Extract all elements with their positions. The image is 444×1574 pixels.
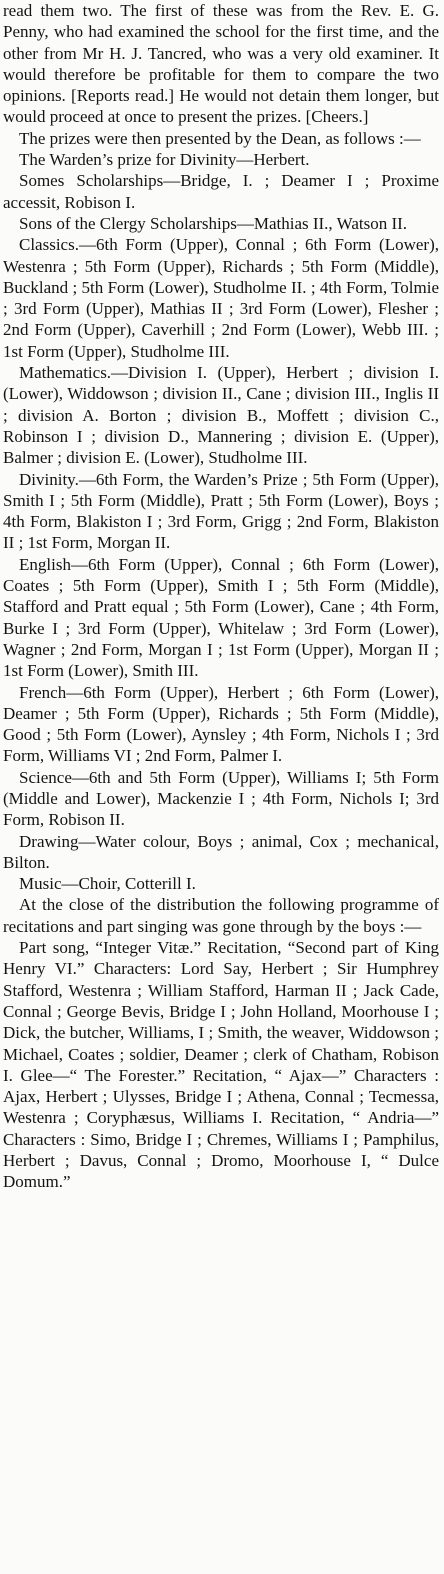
paragraph-divinity: Divinity.—6th Form, the Warden’s Prize ; 5th Form (Upper), Smith I ; 5th Form (Middle), Pratt ; 5th Form (Lower), Boys ; 4th Form, Blakiston I ; 3rd Form, Grigg ; 2nd Form, Blakiston II ; 1st Form, Morgan II. bbox=[3, 469, 439, 553]
paragraph-prizes-intro: The prizes were then presented by the Dean, as follows :— bbox=[19, 128, 421, 148]
paragraph-drawing: Drawing—Water colour, Boys ; animal, Cox ; mechanical, Bilton. bbox=[3, 831, 439, 872]
paragraph-programme: Part song, “Integer Vitæ.” Recitation, “Second part of King Henry VI.” Characters: Lord Say, Herbert ; Sir Humphrey Stafford, Westenra ; William Stafford, Harman II ; Jack Cade, Connal ; George Bevis, Bridge I ; John Holland, Moorhouse I ; Dick, the butcher, Williams, I ; Smith, the weaver, Widdowson ; Michael, Coates ; soldier, Deamer ; clerk of Chatham, Robison I. Glee—“ The Forester.” Recitation, “ Ajax—” Characters : Ajax, Herbert ; Ulysses, Bridge I ; Athena, Connal ; Tecmessa, Westenra ; Coryphæsus, Williams I. Recitation, “ Andria—” Characters : Simo, Bridge I ; Chremes, Williams I ; Pamphilus, Herbert ; Davus, Connal ; Dromo, Moorhouse I, “ Dulce Domum.” bbox=[3, 938, 439, 1192]
paragraph-programme-intro: At the close of the distribution the following programme of recitations and part singing was gone through by the boys :— bbox=[3, 895, 439, 936]
paragraph-mathematics: Mathematics.—Division I. (Upper), Herbert ; division I. (Lower), Widdowson ; division II., Cane ; division III., Inglis II ; division A. Borton ; division B., Moffett ; division C., Robinson I ; division D., Mannering ; division E. (Upper), Balmer ; division E. (Lower), Studholme III. bbox=[3, 363, 439, 468]
paragraph-somes-scholarships: Somes Scholarships—Bridge, I. ; Deamer I ; Proxime accessit, Robison I. bbox=[3, 171, 439, 212]
paragraph-french: French—6th Form (Upper), Herbert ; 6th Form (Lower), Deamer ; 5th Form (Upper), Richards ; 5th Form (Middle), Good ; 5th Form (Lower), Aynsley ; 4th Form, Nichols I ; 3rd Form, Williams VI ; 2nd Form, Palmer I. bbox=[3, 682, 439, 766]
paragraph-clergy-scholarships: Sons of the Clergy Scholarships—Mathias II., Watson II. bbox=[19, 213, 408, 233]
paragraph-reports: read them two. The first of these was from the Rev. E. G. Penny, who had examined the school for the first time, and the other from Mr H. J. Tancred, who was a very old examiner. It would therefore be profitable for them to compare the two opinions. [Reports read.] He would not detain them longer, but would proceed at once to present the prizes. [Cheers.] bbox=[3, 1, 439, 127]
article-column bbox=[3, 0, 439, 1193]
paragraph-science: Science—6th and 5th Form (Upper), Williams I; 5th Form (Middle and Lower), Mackenzie I ; 4th Form, Nichols I; 3rd Form, Robison II. bbox=[3, 767, 439, 830]
paragraph-wardens-prize: The Warden’s prize for Divinity—Herbert. bbox=[19, 150, 310, 170]
paragraph-english: English—6th Form (Upper), Connal ; 6th Form (Lower), Coates ; 5th Form (Upper), Smith I ; 5th Form (Middle), Stafford and Pratt equal ; 5th Form (Lower), Cane ; 4th Form, Burke I ; 3rd Form (Upper), Whitelaw ; 3rd Form (Lower), Wagner ; 2nd Form, Morgan I ; 1st Form (Upper), Morgan II ; 1st Form (Lower), Smith III. bbox=[3, 554, 439, 681]
paragraph-classics: Classics.—6th Form (Upper), Connal ; 6th Form (Lower), Westenra ; 5th Form (Upper), Richards ; 5th Form (Middle), Buckland ; 5th Form (Lower), Studholme II. ; 4th Form, Tolmie ; 3rd Form (Upper), Mathias II ; 3rd Form (Lower), Flesher ; 2nd Form (Upper), Caverhill ; 2nd Form (Lower), Webb III. ; 1st Form (Upper), Studholme III. bbox=[3, 235, 439, 361]
paragraph-music: Music—Choir, Cotterill I. bbox=[19, 874, 196, 894]
